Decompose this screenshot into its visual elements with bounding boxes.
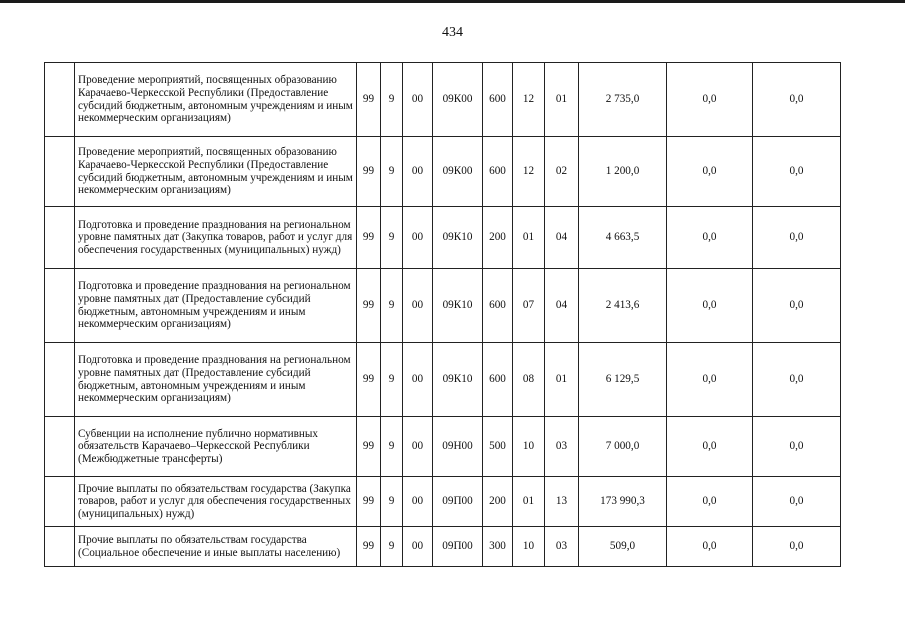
table-row — [45, 477, 841, 527]
row-description: Проведение мероприятий, посвященных образованию Карачаево-Черкесской Республики (Предоставление субсидий бюджетным, автономным учреждениям и иным некоммерческим организациям) — [75, 137, 357, 207]
cell-pr: 13 — [545, 477, 579, 527]
cell-code: 09К00 — [433, 137, 483, 207]
cell-amount: 509,0 — [579, 527, 667, 567]
cell-c2: 9 — [381, 417, 403, 477]
row-index-cell — [45, 269, 75, 343]
row-index-cell — [45, 527, 75, 567]
cell-vr: 600 — [483, 63, 513, 137]
cell-c1: 99 — [357, 477, 381, 527]
cell-v3: 0,0 — [753, 527, 841, 567]
cell-pr: 03 — [545, 417, 579, 477]
cell-pr: 04 — [545, 207, 579, 269]
cell-v3: 0,0 — [753, 137, 841, 207]
table-row — [45, 207, 841, 269]
page-number: 434 — [442, 25, 463, 40]
cell-v3: 0,0 — [753, 207, 841, 269]
cell-c3: 00 — [403, 417, 433, 477]
cell-pr: 04 — [545, 269, 579, 343]
cell-v3: 0,0 — [753, 477, 841, 527]
cell-c3: 00 — [403, 207, 433, 269]
cell-c1: 99 — [357, 527, 381, 567]
cell-v2: 0,0 — [667, 269, 753, 343]
cell-vr: 300 — [483, 527, 513, 567]
cell-code: 09К00 — [433, 63, 483, 137]
cell-vr: 600 — [483, 343, 513, 417]
table-row — [45, 417, 841, 477]
cell-rz: 08 — [513, 343, 545, 417]
cell-v2: 0,0 — [667, 63, 753, 137]
cell-vr: 600 — [483, 269, 513, 343]
row-description: Прочие выплаты по обязательствам государства (Закупка товаров, работ и услуг для обеспечения государственных (муниципальных) нужд) — [75, 477, 357, 527]
cell-v3: 0,0 — [753, 343, 841, 417]
cell-v3: 0,0 — [753, 63, 841, 137]
cell-v2: 0,0 — [667, 137, 753, 207]
cell-amount: 173 990,3 — [579, 477, 667, 527]
row-description: Прочие выплаты по обязательствам государства (Социальное обеспечение и иные выплаты населению) — [75, 527, 357, 567]
cell-c1: 99 — [357, 343, 381, 417]
row-index-cell — [45, 137, 75, 207]
cell-amount: 2 413,6 — [579, 269, 667, 343]
cell-pr: 01 — [545, 343, 579, 417]
cell-c1: 99 — [357, 137, 381, 207]
cell-v2: 0,0 — [667, 477, 753, 527]
cell-vr: 200 — [483, 207, 513, 269]
cell-c3: 00 — [403, 343, 433, 417]
row-description: Подготовка и проведение празднования на региональном уровне памятных дат (Предоставление субсидий бюджетным, автономным учреждениям и иным некоммерческим организациям) — [75, 343, 357, 417]
cell-vr: 200 — [483, 477, 513, 527]
cell-c1: 99 — [357, 63, 381, 137]
cell-pr: 03 — [545, 527, 579, 567]
row-index-cell — [45, 343, 75, 417]
cell-c2: 9 — [381, 477, 403, 527]
row-index-cell — [45, 477, 75, 527]
cell-v2: 0,0 — [667, 417, 753, 477]
table-row — [45, 269, 841, 343]
cell-c2: 9 — [381, 63, 403, 137]
table-row — [45, 343, 841, 417]
cell-c3: 00 — [403, 63, 433, 137]
row-index-cell — [45, 63, 75, 137]
cell-code: 09П00 — [433, 477, 483, 527]
row-index-cell — [45, 417, 75, 477]
row-description: Проведение мероприятий, посвященных образованию Карачаево-Черкесской Республики (Предоставление субсидий бюджетным, автономным учреждениям и иным некоммерческим организациям) — [75, 63, 357, 137]
cell-rz: 07 — [513, 269, 545, 343]
row-description: Подготовка и проведение празднования на региональном уровне памятных дат (Предоставление субсидий бюджетным, автономным учреждениям и иным некоммерческим организациям) — [75, 269, 357, 343]
cell-vr: 500 — [483, 417, 513, 477]
cell-code: 09К10 — [433, 207, 483, 269]
cell-v2: 0,0 — [667, 207, 753, 269]
table-row — [45, 527, 841, 567]
cell-c3: 00 — [403, 527, 433, 567]
cell-rz: 12 — [513, 137, 545, 207]
cell-rz: 10 — [513, 527, 545, 567]
row-description: Подготовка и проведение празднования на региональном уровне памятных дат (Закупка товаров, работ и услуг для обеспечения государственных (муниципальных) нужд) — [75, 207, 357, 269]
cell-c2: 9 — [381, 527, 403, 567]
cell-pr: 01 — [545, 63, 579, 137]
cell-c1: 99 — [357, 207, 381, 269]
table-row — [45, 137, 841, 207]
row-description: Субвенции на исполнение публично нормативных обязательств Карачаево–Черкесской Республики (Межбюджетные трансферты) — [75, 417, 357, 477]
cell-amount: 1 200,0 — [579, 137, 667, 207]
cell-c2: 9 — [381, 137, 403, 207]
cell-code: 09Н00 — [433, 417, 483, 477]
row-index-cell — [45, 207, 75, 269]
cell-c1: 99 — [357, 269, 381, 343]
cell-v2: 0,0 — [667, 527, 753, 567]
cell-amount: 2 735,0 — [579, 63, 667, 137]
cell-v3: 0,0 — [753, 269, 841, 343]
page-top-edge — [0, 0, 905, 3]
cell-rz: 12 — [513, 63, 545, 137]
cell-c3: 00 — [403, 477, 433, 527]
cell-c1: 99 — [357, 417, 381, 477]
cell-vr: 600 — [483, 137, 513, 207]
cell-pr: 02 — [545, 137, 579, 207]
table-row — [45, 63, 841, 137]
cell-amount: 6 129,5 — [579, 343, 667, 417]
cell-rz: 10 — [513, 417, 545, 477]
cell-rz: 01 — [513, 477, 545, 527]
cell-c2: 9 — [381, 207, 403, 269]
cell-c2: 9 — [381, 269, 403, 343]
cell-v3: 0,0 — [753, 417, 841, 477]
cell-c3: 00 — [403, 269, 433, 343]
cell-c2: 9 — [381, 343, 403, 417]
cell-rz: 01 — [513, 207, 545, 269]
cell-code: 09К10 — [433, 343, 483, 417]
cell-v2: 0,0 — [667, 343, 753, 417]
cell-amount: 4 663,5 — [579, 207, 667, 269]
cell-c3: 00 — [403, 137, 433, 207]
cell-code: 09П00 — [433, 527, 483, 567]
cell-amount: 7 000,0 — [579, 417, 667, 477]
cell-code: 09К10 — [433, 269, 483, 343]
budget-table — [44, 62, 841, 567]
